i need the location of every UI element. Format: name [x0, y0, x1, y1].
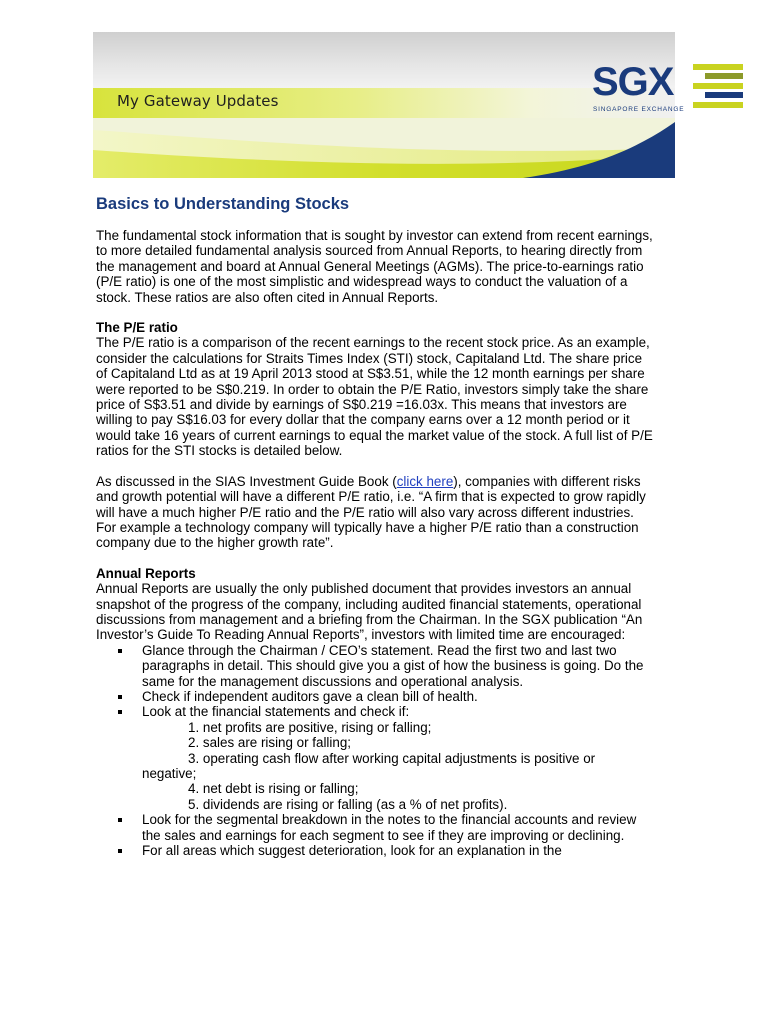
list-item — [116, 704, 656, 812]
bullet-icon — [118, 695, 122, 699]
banner-swoosh — [93, 118, 675, 178]
list-item — [116, 643, 656, 689]
annual-reports-paragraph: Annual Reports are usually the only published document that provides investors an annual snapshot of the progress of the company, including audited financial statements, operational discussions from management and a briefing from the Chairman. In the SGX publication “An Investor’s Guide To Reading Annual Reports”, investors with limited time are encouraged: — [96, 581, 643, 643]
logo-stripes-icon — [693, 64, 743, 108]
sias-paragraph — [96, 474, 656, 551]
list-item-text: Glance through the Chairman / CEO’s statement. Read the first two and last two paragraphs in detail. This should give you a gist of how the business is going. Do the same for the management discussions and operational analysis. — [142, 642, 644, 689]
intro-paragraph: The fundamental stock information that is sought by investor can extend from recent earnings, to more detailed fundamental analysis sourced from Annual Reports, to hearing directly from the management and board at Annual General Meetings (AGMs). The price-to-earnings ratio (P/E ratio) is one of the most simplistic and widespread ways to conduct the valuation of a stock. These ratios are also often cited in Annual Reports. — [96, 228, 653, 305]
check-item: 1. net profits are positive, rising or falling; — [188, 719, 432, 735]
sias-text-after: ), companies with different risks and growth potential will have a different P/E ratio, i.e. “A firm that is expected to grow rapidly will have a much higher P/E ratio and the P/E ratio will also vary across different industries. For example a technology company will typically have a higher P/E ratio than a construction company due to the higher growth rate”. — [96, 473, 646, 551]
check-item: 3. operating cash flow after working capital adjustments is positive or — [188, 750, 596, 766]
sias-text-before: As discussed in the SIAS Investment Guide Book ( — [96, 473, 397, 489]
annual-report-tips — [116, 643, 656, 859]
logo-text: SGX — [592, 60, 674, 104]
list-item — [116, 812, 656, 843]
click-here-link[interactable]: click here — [396, 473, 454, 489]
check-item: 2. sales are rising or falling; — [188, 735, 351, 751]
logo-subtext: SINGAPORE EXCHANGE — [593, 106, 685, 113]
pe-paragraph: The P/E ratio is a comparison of the recent earnings to the recent stock price. As an example, consider the calculations for Straits Times Index (STI) stock, Capitaland Ltd. The share price of Capitaland Ltd as at 19 April 2013 stood at S$3.51, while the 12 month earnings per share were reported to be S$0.219. In order to obtain the P/E Ratio, investors simply take the share price of S$3.51 and divide by earnings of S$0.219 =16.03x. This means that investors are willing to pay S$16.03 for every dollar that the company earns over a 12 month period or it would take 16 years of current earnings to equal the market value of the stock. A full list of P/E ratios for the STI stocks is detailed below. — [96, 335, 653, 459]
check-item: 5. dividends are rising or falling (as a % of net profits). — [188, 796, 508, 812]
annual-reports-heading: Annual Reports — [96, 565, 196, 581]
header-banner — [93, 32, 685, 178]
list-item — [116, 689, 656, 704]
pe-heading: The P/E ratio — [96, 320, 178, 336]
list-item — [116, 843, 656, 858]
list-item-text: Look at the financial statements and check if: — [142, 704, 410, 720]
list-item-text: Look for the segmental breakdown in the notes to the financial accounts and review the sales and earnings for each segment to see if they are improving or declining. — [142, 812, 637, 843]
banner-top-band — [93, 32, 675, 88]
list-item-text: Check if independent auditors gave a clean bill of health. — [142, 688, 478, 704]
bullet-icon — [118, 710, 122, 714]
page-title: Basics to Understanding Stocks — [96, 195, 350, 213]
banner-title: My Gateway Updates — [117, 92, 279, 110]
check-item: 4. net debt is rising or falling; — [188, 781, 359, 797]
sgx-logo — [592, 62, 752, 118]
article-body — [96, 194, 656, 858]
bullet-icon — [118, 818, 122, 822]
list-item-text: For all areas which suggest deterioration, look for an explanation in the — [142, 843, 562, 859]
check-item-continuation: negative; — [142, 766, 197, 781]
bullet-icon — [118, 649, 122, 653]
bullet-icon — [118, 849, 122, 853]
